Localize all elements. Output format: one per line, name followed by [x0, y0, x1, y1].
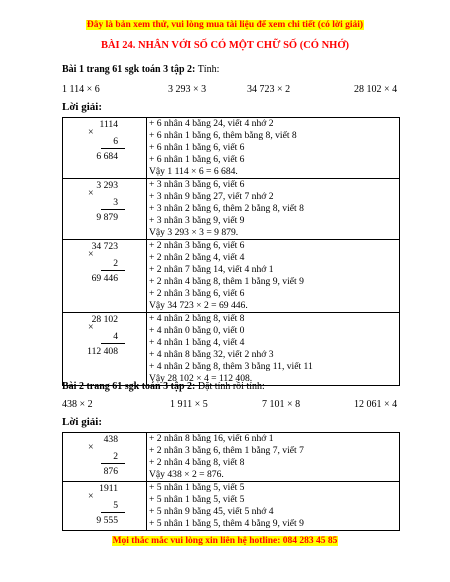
column-multiplication — [63, 313, 147, 386]
step-line: + 5 nhân 1 bằng 5, viết 5 — [149, 493, 245, 505]
multiplicand: 28 102 — [91, 314, 118, 325]
step-line: + 4 nhân 2 bằng 8, thêm 3 bằng 11, viết 11 — [149, 360, 313, 372]
exercise-1-heading: Bài 1 trang 61 sgk toán 3 tập 2: Tính: — [62, 64, 220, 75]
step-line: + 5 nhân 1 bằng 5, thêm 4 bằng 9, viết 9 — [149, 517, 304, 529]
table-row — [63, 118, 400, 179]
solution-label: Lời giải: — [62, 101, 103, 113]
column-multiplication — [63, 118, 147, 179]
step-line: + 5 nhân 9 bằng 45, viết 5 nhớ 4 — [149, 505, 274, 517]
column-multiplication — [63, 482, 147, 531]
exercise-2-solution-table — [62, 432, 400, 531]
product: 69 446 — [91, 273, 118, 284]
multiplier: 5 — [113, 500, 118, 511]
step-line: + 2 nhân 3 bằng 6, viết 6 — [149, 287, 245, 299]
expression: 1 114 × 6 — [62, 84, 100, 95]
expression: 3 293 × 3 — [168, 84, 207, 95]
times-sign: × — [88, 127, 94, 138]
times-sign: × — [88, 249, 94, 260]
step-line: + 3 nhân 2 bằng 6, thêm 2 bằng 8, viết 8 — [149, 202, 304, 214]
steps-cell — [147, 179, 400, 240]
step-line: Vậy 1 114 × 6 = 6 684. — [149, 165, 238, 177]
steps-cell — [147, 118, 400, 179]
steps-cell — [147, 240, 400, 313]
multiplicand: 438 — [103, 434, 118, 445]
multiplier: 2 — [113, 451, 118, 462]
step-line: Vậy 28 102 × 4 = 112 408. — [149, 372, 253, 384]
product: 9 879 — [96, 212, 118, 223]
exercise-2-heading: Bài 2 trang 61 sgk toán 3 tập 2: Đặt tính rồi tính: — [62, 381, 265, 392]
step-line: + 6 nhân 1 bằng 6, thêm bằng 8, viết 8 — [149, 129, 297, 141]
exercise-1-solution-table — [62, 117, 400, 386]
table-row — [63, 240, 400, 313]
steps-cell — [147, 313, 400, 386]
step-line: + 4 nhân 2 bằng 8, viết 8 — [149, 313, 245, 324]
step-line: + 2 nhân 7 bằng 14, viết 4 nhớ 1 — [149, 263, 274, 275]
column-multiplication — [63, 240, 147, 313]
expression: 28 102 × 4 — [354, 84, 398, 95]
hotline-notice: Mọi thắc mắc vui lòng xin liên hệ hotline: 084 283 45 85 — [112, 536, 338, 546]
product: 6 684 — [96, 151, 118, 162]
table-row — [63, 433, 400, 482]
preview-notice: Đây là bản xem thử, vui lòng mua tài liệu để xem chi tiết (có lời giải) — [86, 20, 364, 30]
product: 9 555 — [96, 515, 118, 526]
expression: 34 723 × 2 — [247, 84, 291, 95]
result-line — [101, 148, 125, 149]
table-row — [63, 179, 400, 240]
multiplicand: 34 723 — [91, 241, 118, 252]
step-line: + 2 nhân 3 bằng 6, viết 6 — [149, 240, 245, 251]
step-line: + 2 nhân 4 bằng 8, viết 8 — [149, 456, 245, 468]
result-line — [101, 270, 125, 271]
times-sign: × — [88, 442, 94, 453]
multiplicand: 3 293 — [96, 180, 118, 191]
step-line: Vậy 438 × 2 = 876. — [149, 468, 224, 480]
step-line: + 4 nhân 1 bằng 4, viết 4 — [149, 336, 245, 348]
step-line: + 6 nhân 4 bằng 24, viết 4 nhớ 2 — [149, 118, 274, 129]
product: 112 408 — [87, 346, 118, 357]
step-line: + 3 nhân 3 bằng 9, viết 9 — [149, 214, 245, 226]
step-line: + 2 nhân 8 bằng 16, viết 6 nhớ 1 — [149, 433, 274, 444]
step-line: + 6 nhân 1 bằng 6, viết 6 — [149, 141, 245, 153]
result-line — [101, 343, 125, 344]
times-sign: × — [88, 322, 94, 333]
column-multiplication — [63, 179, 147, 240]
step-line: + 5 nhân 1 bằng 5, viết 5 — [149, 482, 245, 493]
multiplier: 2 — [113, 258, 118, 269]
lesson-title: BÀI 24. NHÂN VỚI SỐ CÓ MỘT CHỮ SỐ (CÓ NHỚ) — [100, 40, 350, 51]
steps-cell — [147, 482, 400, 531]
expression: 1 911 × 5 — [170, 399, 208, 410]
expression: 12 061 × 4 — [354, 399, 398, 410]
product: 876 — [103, 466, 118, 477]
step-line: + 2 nhân 4 bằng 8, thêm 1 bằng 9, viết 9 — [149, 275, 304, 287]
step-line: + 2 nhân 2 bằng 4, viết 4 — [149, 251, 245, 263]
times-sign: × — [88, 188, 94, 199]
step-line: + 4 nhân 0 bằng 0, viết 0 — [149, 324, 245, 336]
step-line: + 3 nhân 3 bằng 6, viết 6 — [149, 179, 245, 190]
multiplier: 3 — [113, 197, 118, 208]
result-line — [101, 463, 125, 464]
times-sign: × — [88, 491, 94, 502]
step-line: Vậy 34 723 × 2 = 69 446. — [149, 299, 248, 311]
expression: 7 101 × 8 — [262, 399, 301, 410]
multiplicand: 1114 — [99, 119, 118, 130]
step-line: + 3 nhân 9 bằng 27, viết 7 nhớ 2 — [149, 190, 274, 202]
multiplier: 4 — [113, 331, 118, 342]
solution-label: Lời giải: — [62, 416, 103, 428]
step-line: + 6 nhân 1 bằng 6, viết 6 — [149, 153, 245, 165]
multiplier: 6 — [113, 136, 118, 147]
steps-cell — [147, 433, 400, 482]
expression: 438 × 2 — [62, 399, 93, 410]
table-row — [63, 482, 400, 531]
step-line: + 2 nhân 3 bằng 6, thêm 1 bằng 7, viết 7 — [149, 444, 304, 456]
column-multiplication — [63, 433, 147, 482]
step-line: Vậy 3 293 × 3 = 9 879. — [149, 226, 239, 238]
table-row — [63, 313, 400, 386]
result-line — [101, 209, 125, 210]
multiplicand: 1911 — [99, 483, 118, 494]
result-line — [101, 512, 125, 513]
step-line: + 4 nhân 8 bằng 32, viết 2 nhớ 3 — [149, 348, 274, 360]
